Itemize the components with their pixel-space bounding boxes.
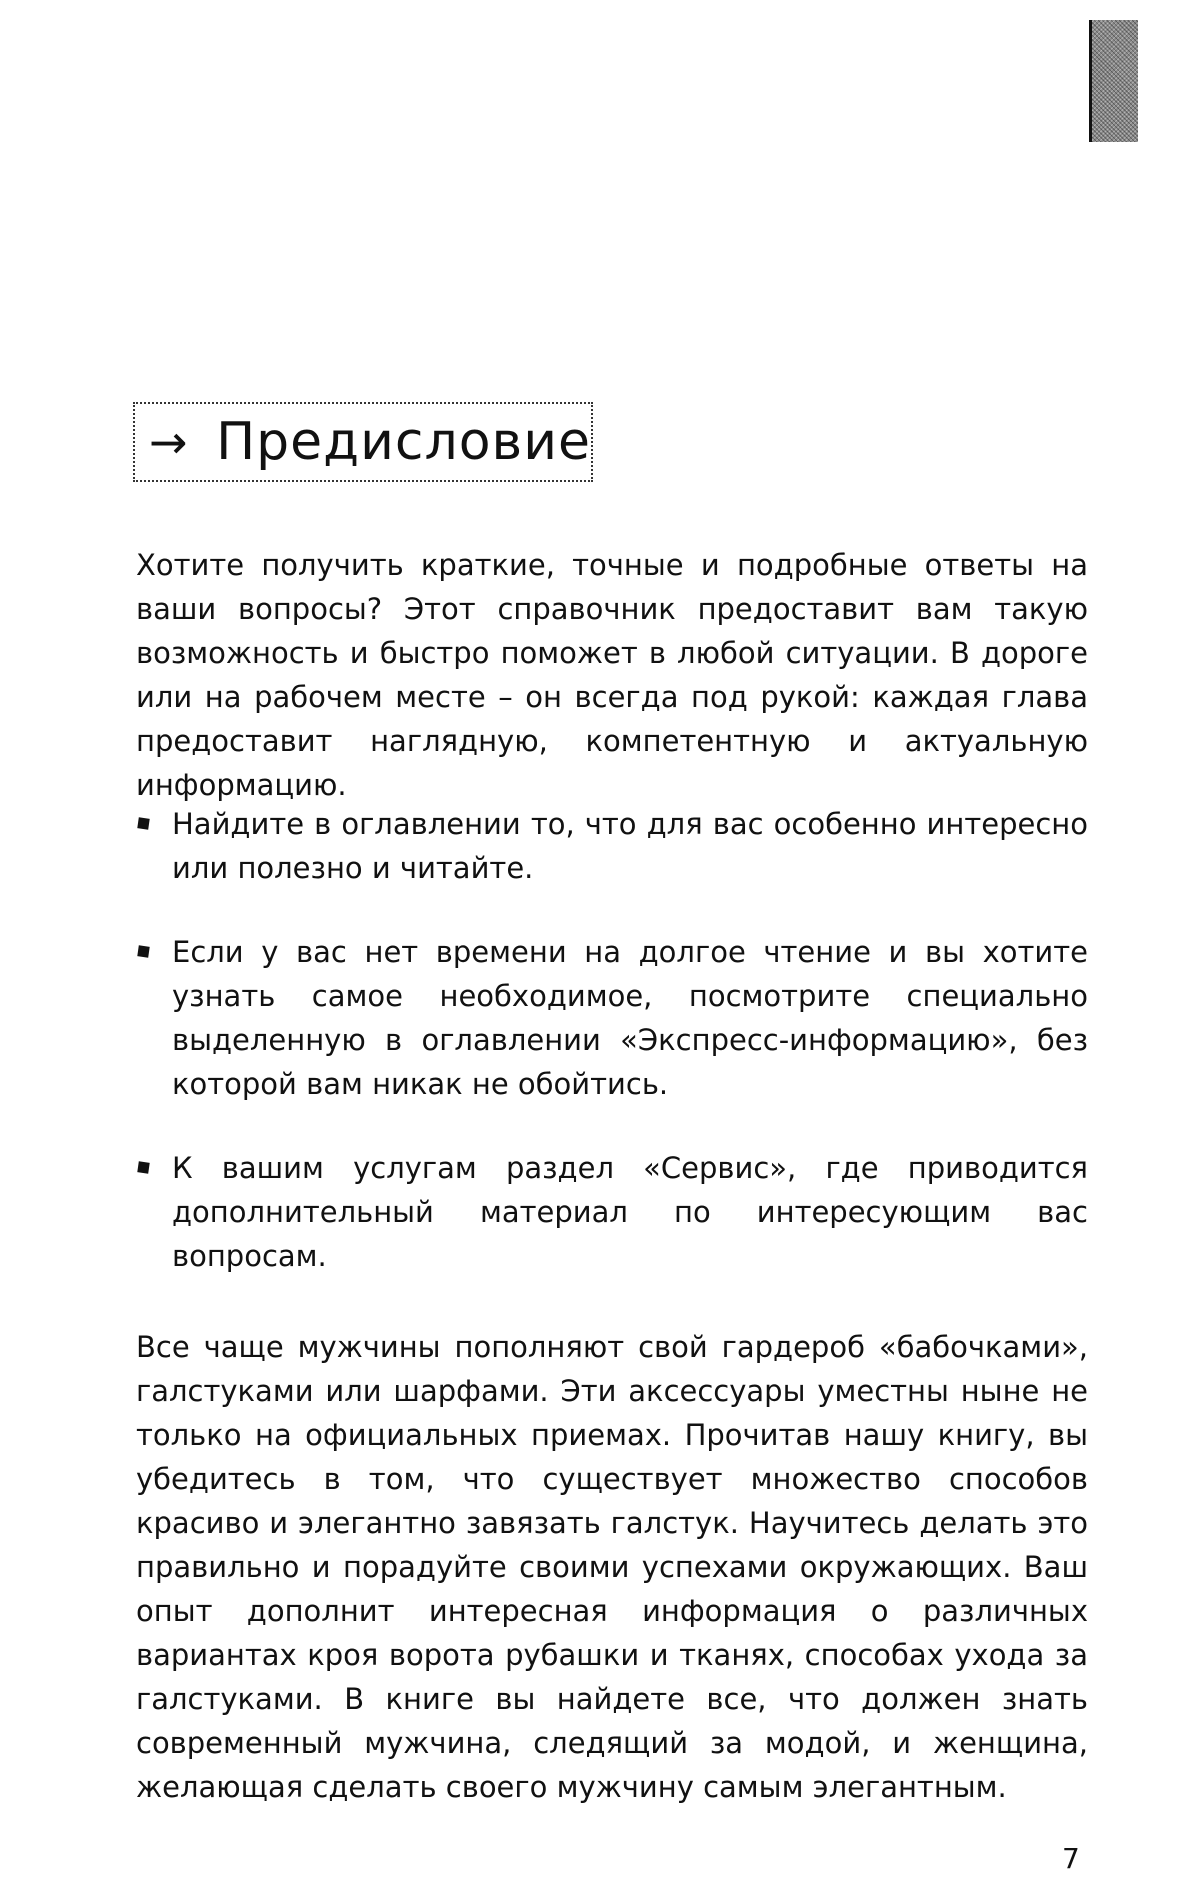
list-item <box>136 1146 1088 1278</box>
page-title: Предисловие <box>216 412 591 472</box>
square-bullet-icon <box>137 945 149 957</box>
section-heading <box>133 402 593 482</box>
page-number: 7 <box>1062 1842 1080 1875</box>
list-item <box>136 930 1088 1106</box>
closing-paragraph: Все чаще мужчины пополняют свой гардероб «бабочками», галстуками или шарфами. Эти аксессуары уместны ныне не только на официальных приемах. Прочитав нашу книгу, вы убедитесь в том, что существует множество способов красиво и элегантно завязать галстук. Научитесь делать это правильно и порадуйте своими успехами окружающих. Ваш опыт дополнит интересная информация о различных вариантах кроя ворота рубашки и тканях, способах ухода за галстуками. В книге вы найдете все, что должен знать современный мужчина, следящий за модой, и женщина, желающая сделать своего мужчину самым элегантным. <box>136 1330 1088 1804</box>
arrow-right-icon: → <box>149 415 188 469</box>
chapter-tab-marker <box>1089 20 1138 142</box>
square-bullet-icon <box>137 1161 149 1173</box>
list-item-text: Найдите в оглавлении то, что для вас особенно интересно или полезно и читайте. <box>172 807 1088 885</box>
list-item <box>136 802 1088 890</box>
list-item-text: К вашим услугам раздел «Сервис», где приводится дополнительный материал по интересующим вас вопросам. <box>172 1151 1088 1273</box>
intro-paragraph: Хотите получить краткие, точные и подробные ответы на ваши вопросы? Этот справочник предоставит вам такую возможность и быстро поможет в любой ситуации. В дороге или на рабочем месте – он всегда под рукой: каждая глава предоставит наглядную, компетентную и актуальную информацию. <box>136 548 1088 802</box>
list-item-text: Если у вас нет времени на долгое чтение и вы хотите узнать самое необходимое, посмотрите специально выделенную в оглавлении «Экспресс-информацию», без которой вам никак не обойтись. <box>172 935 1088 1101</box>
square-bullet-icon <box>137 817 149 829</box>
